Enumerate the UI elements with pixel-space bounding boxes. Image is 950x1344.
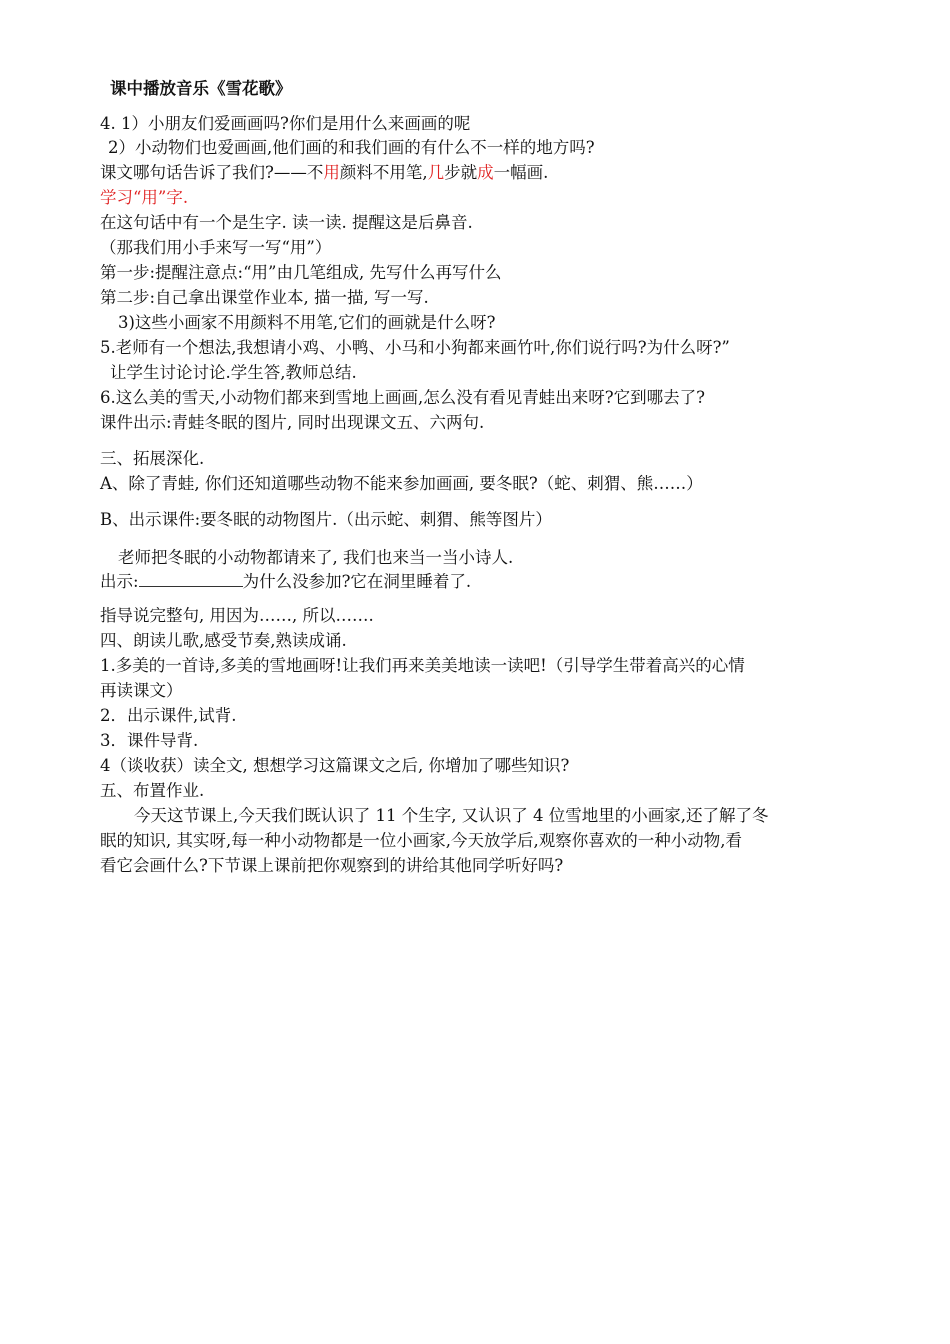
highlight-char: 几 <box>427 163 445 182</box>
paragraph-line: 让学生讨论讨论.学生答,教师总结. <box>110 363 357 382</box>
item-4: 4（谈收获）读全文, 想想学习这篇课文之后, 你增加了哪些知识? <box>100 756 570 775</box>
paragraph-line: 指导说完整句, 用因为……, 所以……. <box>100 606 374 625</box>
section-heading-5: 五、布置作业. <box>100 781 205 800</box>
question-4-3: 3)这些小画家不用颜料不用笔,它们的画就是什么呀? <box>118 313 496 332</box>
step-two: 第二步:自己拿出课堂作业本, 描一描, 写一写. <box>100 288 429 307</box>
item-6: 6.这么美的雪天,小动物们都来到雪地上画画,怎么没有看见青蛙出来呀?它到哪去了? <box>100 388 705 407</box>
paragraph-line: 课件出示:青蛙冬眠的图片, 同时出现课文五、六两句. <box>100 413 485 432</box>
paragraph-line: （那我们用小手来写一写“用”） <box>100 238 332 257</box>
homework-line: 看它会画什么?下节课上课前把你观察到的讲给其他同学听好吗? <box>100 856 564 875</box>
homework-line: 眠的知识, 其实呀,每一种小动物都是一位小画家,今天放学后,观察你喜欢的一种小动物,看 <box>100 831 742 850</box>
item-1-cont: 再读课文） <box>100 681 183 700</box>
step-one: 第一步:提醒注意点:“用”由几笔组成, 先写什么再写什么 <box>100 263 502 282</box>
item-3: 3．课件导背. <box>100 731 199 750</box>
fill-in-line <box>100 570 471 594</box>
text-part: 一幅画. <box>493 163 549 182</box>
section-heading-3: 三、拓展深化. <box>100 449 205 468</box>
item-5: 5.老师有一个想法,我想请小鸡、小鸭、小马和小狗都来画竹叶,你们说行吗?为什么呀?” <box>100 338 730 357</box>
paragraph-line: 在这句话中有一个是生字. 读一读. 提醒这是后鼻音. <box>100 213 473 232</box>
text-part: 步就 <box>444 163 478 182</box>
question-4-2: 2）小动物们也爱画画,他们画的和我们画的有什么不一样的地方吗? <box>108 138 595 157</box>
fill-blank <box>139 570 243 587</box>
item-2: 2．出示课件,试背. <box>100 706 237 725</box>
item-b: B、出示课件:要冬眠的动物图片.（出示蛇、刺猬、熊等图片） <box>100 510 552 529</box>
highlight-char: 成 <box>477 163 494 182</box>
homework-line: 今天这节课上,今天我们既认识了 11 个生字, 又认识了 4 位雪地里的小画家,还了解了冬 <box>134 806 769 825</box>
text-part: 颜料不用笔, <box>339 163 428 182</box>
section-heading-4: 四、朗读儿歌,感受节奏,熟读成诵. <box>100 631 347 650</box>
text-quote-line <box>100 161 548 185</box>
highlight-char: 用 <box>323 163 340 182</box>
text-part: 为什么没参加?它在洞里睡着了. <box>242 572 472 591</box>
item-a: A、除了青蛙, 你们还知道哪些动物不能来参加画画, 要冬眠?（蛇、刺猬、熊……） <box>100 474 703 493</box>
learn-character-heading: 学习“用”字. <box>100 188 189 207</box>
text-part: 课文哪句话告诉了我们?——不 <box>100 163 324 182</box>
text-part: 出示: <box>100 572 139 591</box>
item-1: 1.多美的一首诗,多美的雪地画呀!让我们再来美美地读一读吧!（引导学生带着高兴的心情 <box>100 656 745 675</box>
music-heading: 课中播放音乐《雪花歌》 <box>110 79 292 98</box>
paragraph-line: 老师把冬眠的小动物都请来了, 我们也来当一当小诗人. <box>118 548 514 567</box>
question-4-1: 4. 1）小朋友们爱画画吗?你们是用什么来画画的呢 <box>100 114 471 133</box>
